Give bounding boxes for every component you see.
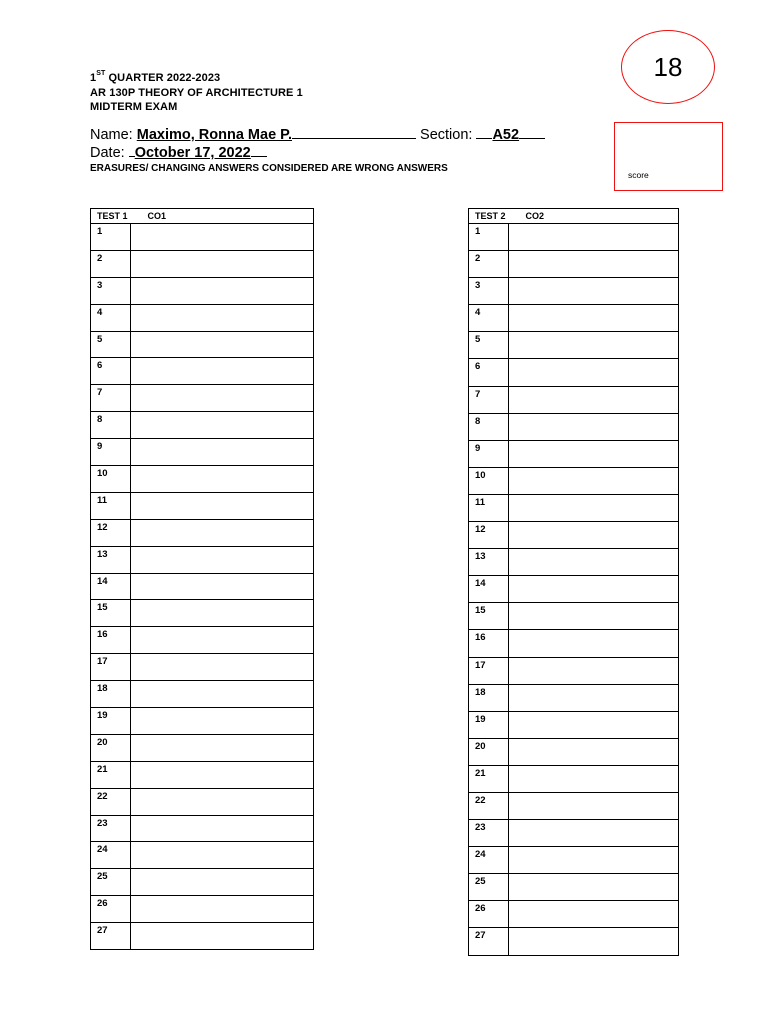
item-number: 2 [469, 251, 509, 278]
test1-row [91, 466, 314, 493]
test1-row [91, 681, 314, 708]
item-number: 6 [91, 358, 131, 385]
test2-row [469, 440, 679, 467]
answer-cell[interactable] [509, 657, 679, 684]
test2-row [469, 305, 679, 332]
course-title: AR 130P THEORY OF ARCHITECTURE 1 [90, 87, 303, 99]
date-line [90, 144, 267, 161]
test2-row [469, 224, 679, 251]
test2-row [469, 738, 679, 765]
test1-row [91, 600, 314, 627]
test1-row [91, 412, 314, 439]
answer-cell[interactable] [131, 331, 314, 358]
item-number: 10 [469, 467, 509, 494]
answer-cell[interactable] [131, 708, 314, 735]
test2-row [469, 657, 679, 684]
test2-row [469, 576, 679, 603]
item-number: 21 [91, 761, 131, 788]
item-number: 7 [91, 385, 131, 412]
test2-title: TEST 2 [475, 211, 506, 221]
test1-row [91, 546, 314, 573]
item-number: 23 [91, 815, 131, 842]
answer-cell[interactable] [509, 630, 679, 657]
answer-cell[interactable] [509, 765, 679, 792]
item-number: 17 [91, 654, 131, 681]
date-blank-after [251, 144, 267, 157]
item-number: 11 [469, 494, 509, 521]
answer-cell[interactable] [131, 923, 314, 950]
answer-cell[interactable] [509, 332, 679, 359]
section-value: A52 [492, 127, 520, 143]
item-number: 14 [91, 573, 131, 600]
test2-row [469, 847, 679, 874]
quarter-line: 1ST QUARTER 2022-2023 [90, 70, 221, 84]
test1-row [91, 842, 314, 869]
test2-row [469, 684, 679, 711]
item-number: 12 [469, 522, 509, 549]
test1-header [91, 209, 314, 224]
item-number: 14 [469, 576, 509, 603]
test2-row [469, 901, 679, 928]
test2-row [469, 874, 679, 901]
item-number: 26 [469, 901, 509, 928]
item-number: 8 [469, 413, 509, 440]
answer-cell[interactable] [509, 820, 679, 847]
test1-row [91, 815, 314, 842]
answer-cell[interactable] [509, 522, 679, 549]
test2-row [469, 792, 679, 819]
test1-row [91, 277, 314, 304]
name-blank [292, 126, 416, 139]
score-mark: 18 [653, 51, 683, 82]
item-number: 19 [469, 711, 509, 738]
test1-row [91, 734, 314, 761]
item-number: 4 [91, 304, 131, 331]
test1-row [91, 385, 314, 412]
test2-code: CO2 [525, 211, 545, 221]
date-value: October 17, 2022 [134, 145, 251, 161]
test1-row [91, 519, 314, 546]
test2-row [469, 765, 679, 792]
test1-header-row [91, 209, 314, 224]
item-number: 25 [469, 874, 509, 901]
test2-row [469, 711, 679, 738]
answer-cell[interactable] [131, 627, 314, 654]
test2-row [469, 278, 679, 305]
answer-cell[interactable] [509, 901, 679, 928]
item-number: 11 [91, 492, 131, 519]
answer-cell[interactable] [131, 385, 314, 412]
test1-row [91, 923, 314, 950]
item-number: 19 [91, 708, 131, 735]
test1-row [91, 250, 314, 277]
test1-row [91, 304, 314, 331]
answer-cell[interactable] [509, 251, 679, 278]
test1-row [91, 708, 314, 735]
answer-cell[interactable] [131, 224, 314, 251]
answer-cell[interactable] [509, 603, 679, 630]
answer-cell[interactable] [131, 439, 314, 466]
test2-row [469, 820, 679, 847]
answer-cell[interactable] [509, 413, 679, 440]
item-number: 5 [91, 331, 131, 358]
item-number: 21 [469, 765, 509, 792]
test1-row [91, 788, 314, 815]
test2-row [469, 630, 679, 657]
item-number: 13 [469, 549, 509, 576]
answer-cell[interactable] [131, 304, 314, 331]
item-number: 1 [469, 224, 509, 251]
answer-cell[interactable] [509, 738, 679, 765]
answer-cell[interactable] [509, 874, 679, 901]
test1-row [91, 573, 314, 600]
answer-cell[interactable] [509, 359, 679, 386]
item-number: 24 [469, 847, 509, 874]
item-number: 16 [91, 627, 131, 654]
item-number: 15 [469, 603, 509, 630]
item-number: 27 [469, 928, 509, 955]
answer-cell[interactable] [509, 386, 679, 413]
item-number: 13 [91, 546, 131, 573]
item-number: 24 [91, 842, 131, 869]
answer-cell[interactable] [509, 792, 679, 819]
name-label: Name: [90, 127, 137, 143]
test1-row [91, 492, 314, 519]
answer-cell[interactable] [131, 600, 314, 627]
test2-row [469, 413, 679, 440]
item-number: 3 [469, 278, 509, 305]
item-number: 9 [469, 440, 509, 467]
test2-answer-table [468, 208, 679, 956]
answer-cell[interactable] [509, 576, 679, 603]
item-number: 25 [91, 869, 131, 896]
answer-cell[interactable] [131, 277, 314, 304]
item-number: 22 [469, 792, 509, 819]
test1-row [91, 224, 314, 251]
answer-cell[interactable] [131, 869, 314, 896]
test1-code: CO1 [147, 211, 167, 221]
answer-cell[interactable] [509, 305, 679, 332]
answer-cell[interactable] [131, 681, 314, 708]
item-number: 7 [469, 386, 509, 413]
answer-cell[interactable] [131, 546, 314, 573]
name-section-line [90, 126, 545, 143]
test2-header [469, 209, 679, 224]
answer-cell[interactable] [509, 684, 679, 711]
item-number: 18 [91, 681, 131, 708]
item-number: 1 [91, 224, 131, 251]
item-number: 20 [469, 738, 509, 765]
item-number: 15 [91, 600, 131, 627]
section-blank-before [476, 126, 492, 139]
item-number: 17 [469, 657, 509, 684]
test2-row [469, 359, 679, 386]
answer-cell[interactable] [131, 358, 314, 385]
test2-row [469, 603, 679, 630]
item-number: 16 [469, 630, 509, 657]
test2-row [469, 386, 679, 413]
answer-cell[interactable] [131, 815, 314, 842]
answer-cell[interactable] [131, 412, 314, 439]
test2-row [469, 494, 679, 521]
test2-row [469, 332, 679, 359]
item-number: 8 [91, 412, 131, 439]
name-value: Maximo, Ronna Mae P. [136, 127, 292, 143]
item-number: 12 [91, 519, 131, 546]
test2-row [469, 549, 679, 576]
item-number: 2 [91, 250, 131, 277]
answer-cell[interactable] [509, 278, 679, 305]
section-label: Section: [420, 127, 477, 143]
item-number: 3 [91, 277, 131, 304]
test2-header-row [469, 209, 679, 224]
exam-title: MIDTERM EXAM [90, 101, 178, 113]
test1-title: TEST 1 [97, 211, 128, 221]
test1-row [91, 439, 314, 466]
test1-row [91, 654, 314, 681]
item-number: 6 [469, 359, 509, 386]
answer-cell[interactable] [131, 896, 314, 923]
item-number: 22 [91, 788, 131, 815]
answer-cell[interactable] [509, 711, 679, 738]
item-number: 27 [91, 923, 131, 950]
test1-row [91, 869, 314, 896]
test2-row [469, 522, 679, 549]
answer-cell[interactable] [131, 761, 314, 788]
answer-cell[interactable] [509, 494, 679, 521]
answer-cell[interactable] [509, 928, 679, 955]
test1-row [91, 896, 314, 923]
test2-row [469, 467, 679, 494]
test2-row [469, 251, 679, 278]
test1-row [91, 761, 314, 788]
item-number: 23 [469, 820, 509, 847]
answer-cell[interactable] [131, 519, 314, 546]
item-number: 20 [91, 734, 131, 761]
test1-answer-table [90, 208, 314, 950]
answer-cell[interactable] [509, 549, 679, 576]
item-number: 26 [91, 896, 131, 923]
item-number: 9 [91, 439, 131, 466]
answer-cell[interactable] [509, 224, 679, 251]
score-box [614, 122, 723, 191]
score-label: score [628, 170, 649, 180]
answer-cell[interactable] [131, 734, 314, 761]
instructions: ERASURES/ CHANGING ANSWERS CONSIDERED ARE WRONG ANSWERS [90, 163, 448, 174]
answer-cell[interactable] [509, 847, 679, 874]
answer-cell[interactable] [131, 654, 314, 681]
answer-cell[interactable] [131, 492, 314, 519]
answer-cell[interactable] [131, 788, 314, 815]
answer-cell[interactable] [131, 466, 314, 493]
test1-row [91, 331, 314, 358]
date-label: Date: [90, 145, 129, 161]
answer-cell[interactable] [131, 250, 314, 277]
score-mark-circle [621, 30, 715, 104]
test2-row [469, 928, 679, 955]
answer-cell[interactable] [131, 573, 314, 600]
test1-row [91, 358, 314, 385]
section-blank-after [519, 126, 545, 139]
answer-cell[interactable] [509, 467, 679, 494]
item-number: 5 [469, 332, 509, 359]
item-number: 10 [91, 466, 131, 493]
item-number: 18 [469, 684, 509, 711]
item-number: 4 [469, 305, 509, 332]
answer-cell[interactable] [509, 440, 679, 467]
answer-cell[interactable] [131, 842, 314, 869]
test1-row [91, 627, 314, 654]
